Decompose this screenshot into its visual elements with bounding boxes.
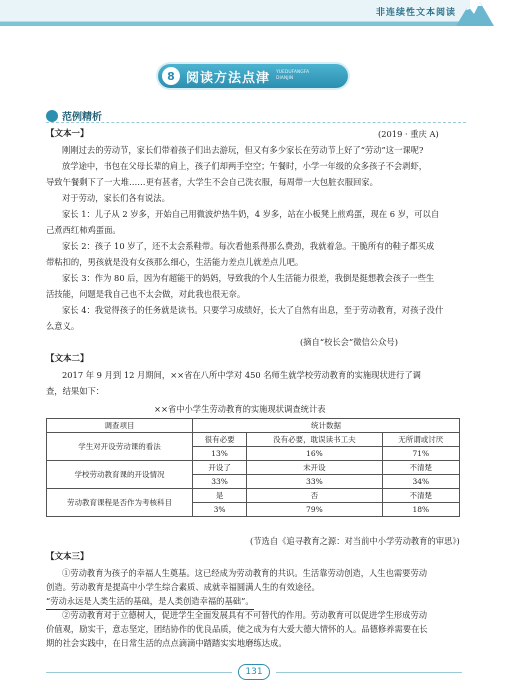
row-label: 是: [193, 489, 247, 503]
table-title: ××省中小学生劳动教育的实施现状调查统计表: [154, 404, 326, 414]
table-row: [47, 489, 460, 503]
text1-heading: 【文本一】: [46, 129, 89, 139]
text1-line: 对于劳动，家长们各有说法。: [62, 193, 170, 203]
banner-subtitle: YUEDUFANGFA DIANJIN: [276, 70, 310, 81]
section-divider: [46, 122, 466, 123]
mountain-icon: [456, 0, 494, 26]
page-number: 131: [238, 664, 270, 680]
row-value: 3%: [193, 503, 247, 517]
section-title: 范例精析: [62, 112, 102, 123]
header-label: 非连续性文本阅读: [375, 8, 456, 18]
row-value: 34%: [382, 475, 459, 489]
footer-rule-right: [276, 672, 462, 673]
footer-rule-left: [46, 672, 232, 673]
survey-table: [46, 418, 460, 517]
text3-line: ②劳动教育对于立德树人，促进学生全面发展具有不可替代的作用。劳动教育可以促进学生形成劳动: [62, 610, 428, 620]
row-value: 33%: [247, 475, 382, 489]
table-header-stats: 统计数据: [193, 419, 460, 433]
text1-line: 导致午餐剩下了一大堆……更有甚者，大学生不会自己洗衣服，每周带一大包脏衣服回家。: [46, 177, 378, 187]
row-label: 未开设: [247, 461, 382, 475]
text1-line: 家长 3：作为 80 后，因为有超能干的妈妈，导致我的个人生活能力很差，我倒是挺想教会孩子一些生: [62, 273, 435, 283]
section-bullet-icon: [46, 110, 58, 122]
text2-line: 2017 年 9 月到 12 月期间，××省在八所中学对 450 名师生就学校劳动教育的实施现状进行了调: [62, 370, 421, 380]
text1-line: 刚刚过去的劳动节，家长们带着孩子们出去游玩，但又有多少家长在劳动节上好了“劳动”这一课呢?: [62, 145, 424, 155]
text1-line: 放学途中，书包在父母长辈的肩上，孩子们却两手空空；午餐时，小学一年级的众多孩子不会剥虾，: [62, 161, 428, 171]
row-value: 33%: [193, 475, 247, 489]
text3-line: 期的社会实践中，在日常生活的点点滴滴中踏踏实实地磨练达成。: [46, 638, 287, 648]
text1-line: 家长 1：儿子从 2 岁多，开始自己用微波炉热牛奶，4 岁多，站在小板凳上煎鸡蛋，现在 6 岁，可以自: [62, 209, 440, 219]
row-label: 很有必要: [193, 433, 247, 447]
banner-number-icon: 8: [162, 67, 180, 85]
row-value: 16%: [247, 447, 382, 461]
text3-line: 价值观，励实干，意志坚定，团结协作的优良品质，使之成为有大爱大德大情怀的人。品德修养需要在长: [46, 624, 428, 634]
row-label: 开设了: [193, 461, 247, 475]
row-label: 无所谓或讨厌: [382, 433, 459, 447]
text1-line: 家长 2：孩子 10 岁了，还不太会系鞋带。每次看他系得那么费劲，我就着急。干脆所有的鞋子都买成: [62, 241, 435, 251]
table-row: [47, 461, 460, 475]
table-header-item: 调查项目: [47, 419, 193, 433]
text1-citation: (摘自“校长会”微信公众号): [300, 337, 398, 347]
row-item: 劳动教育课程是否作为考核科目: [47, 489, 193, 517]
banner-title: 阅读方法点津: [186, 70, 271, 86]
row-item: 学生对开设劳动课的看法: [47, 433, 193, 461]
row-label: 没有必要，耽误读书工夫: [247, 433, 382, 447]
row-label: 否: [247, 489, 382, 503]
text1-line: 带粘扣的，男孩就是没有女孩那么细心，生活能力差点儿就差点儿吧。: [46, 257, 304, 267]
header-bar: [0, 0, 508, 46]
text1-line: 么意义。: [46, 321, 80, 331]
table-row: [47, 433, 460, 447]
text1-line: 己煮西红柿鸡蛋面。: [46, 225, 121, 235]
text1-line: 活技能，问题是我自己也不太会做，对此我也很无奈。: [46, 289, 246, 299]
row-value: 18%: [382, 503, 459, 517]
row-label: 不清楚: [382, 489, 459, 503]
row-item: 学校劳动教育课的开设情况: [47, 461, 193, 489]
text3-quote: “劳动永远是人类生活的基础，是人类创造幸福的基础”。: [46, 594, 254, 610]
text2-citation: (节选自《追寻教育之源：对当前中小学劳动教育的审思》): [250, 536, 460, 546]
row-value: 71%: [382, 447, 459, 461]
text3-line: 创造。劳动教育是提高中小学生综合素质、成就幸福圆满人生的有效途径。: [46, 582, 320, 592]
text3-heading: 【文本三】: [46, 552, 89, 562]
text2-line: 查，结果如下：: [46, 386, 105, 396]
section-heading: [46, 108, 102, 123]
row-value: 13%: [193, 447, 247, 461]
row-value: 79%: [247, 503, 382, 517]
row-label: 不清楚: [382, 461, 459, 475]
text2-heading: 【文本二】: [46, 354, 89, 364]
text1-source: (2019 · 重庆 A): [378, 129, 439, 139]
text1-line: 家长 4：我觉得孩子的任务就是读书。只要学习成绩好，长大了自然有出息，至于劳动教育，对孩子没什: [62, 305, 444, 315]
section-banner: [158, 64, 348, 88]
text3-line: ①劳动教育为孩子的幸福人生奠基。这已经成为劳动教育的共识。生活靠劳动创造，人生也需要劳动: [62, 568, 428, 578]
table-header-row: [47, 419, 460, 433]
